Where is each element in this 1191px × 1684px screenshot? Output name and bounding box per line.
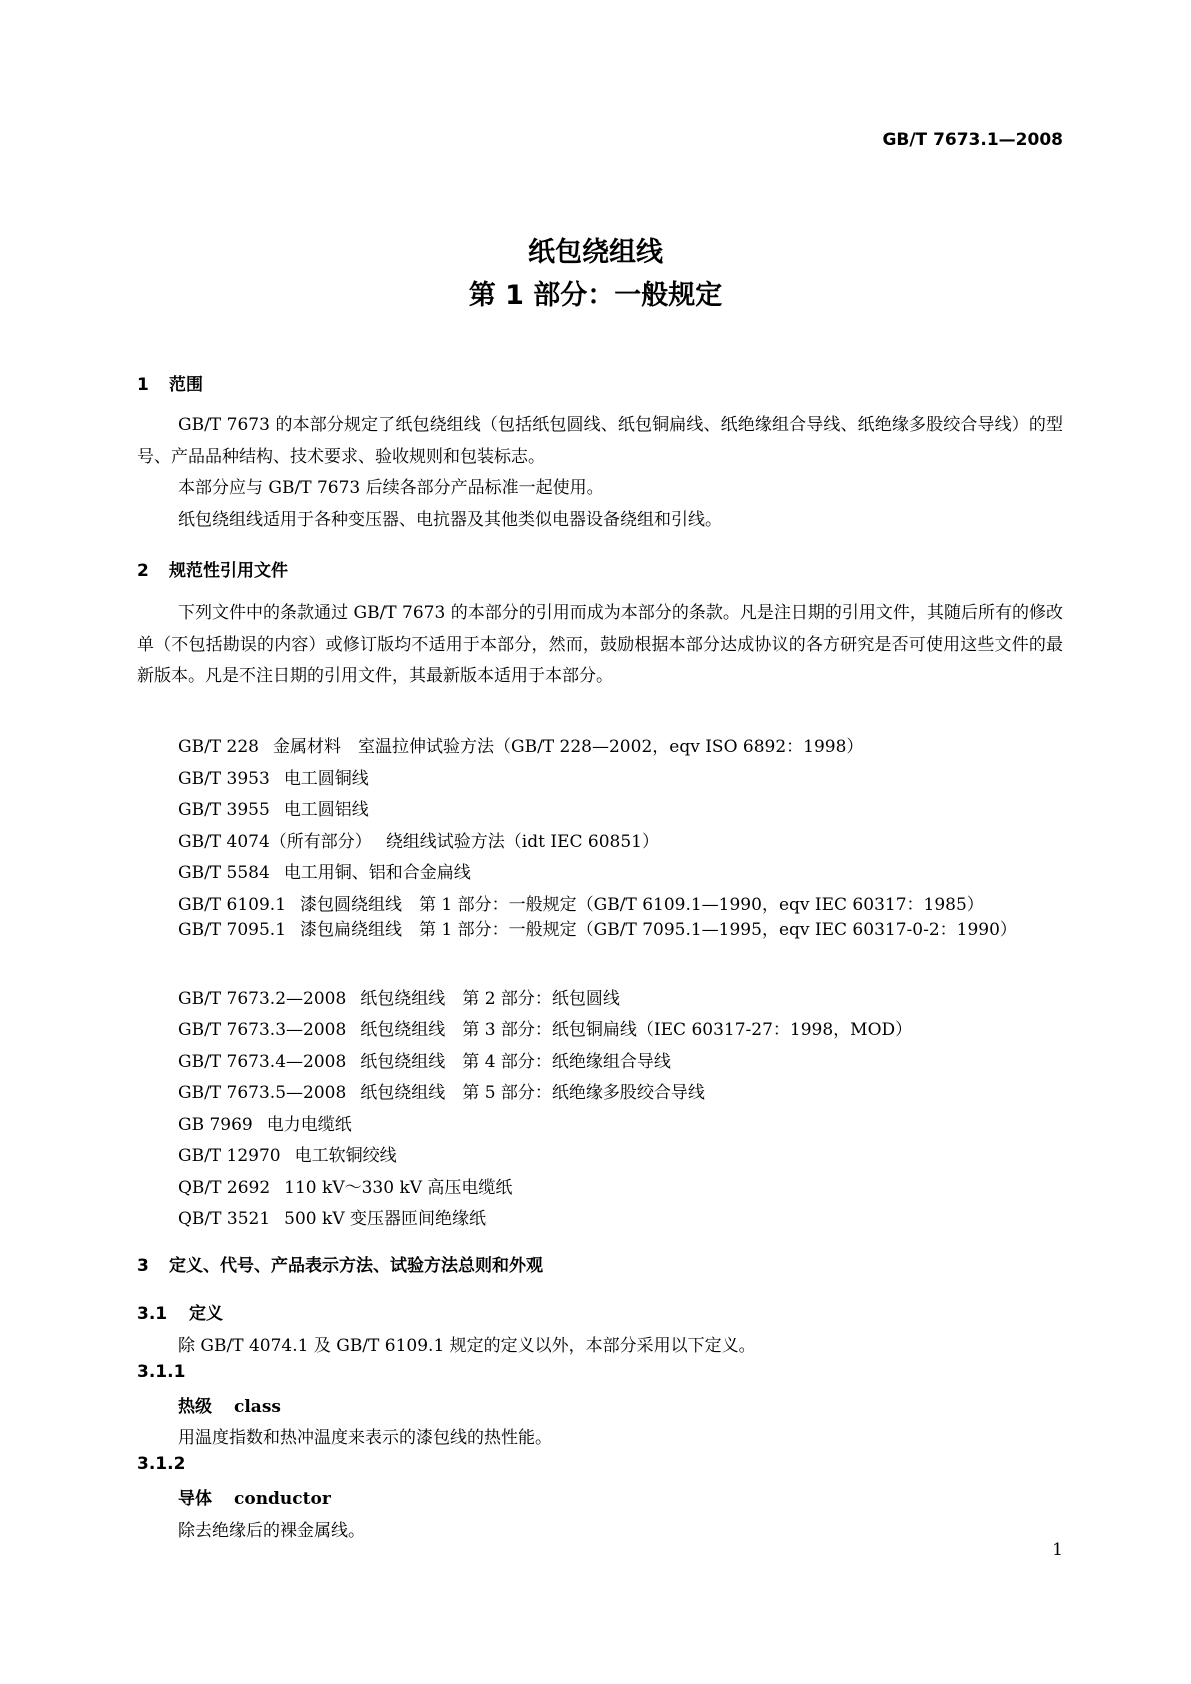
reference-code: GB/T 3955	[178, 800, 270, 820]
reference-title: 电工用铜、铝和合金扁线	[283, 863, 471, 883]
section-number: 2	[137, 561, 149, 581]
reference-item	[178, 1015, 912, 1040]
term-english: class	[234, 1397, 281, 1417]
term-definition: 除去绝缘后的裸金属线。	[178, 1521, 365, 1541]
reference-item	[178, 890, 984, 915]
subsection-3-1-heading	[137, 1299, 223, 1324]
reference-item	[178, 984, 620, 1009]
reference-code: GB/T 228	[178, 737, 259, 757]
paragraph: 下列文件中的条款通过 GB/T 7673 的本部分的引用而成为本部分的条款。凡是注日期的引用文件，其随后所有的修改单（不包括勘误的内容）或修订版均不适用于本部分，然而，鼓励根据本部分达成协议的各方研究是否可使用这些文件的最新版本。凡是不注日期的引用文件，其最新版本适用于本部分。	[137, 603, 1063, 686]
reference-code: GB/T 3953	[178, 769, 270, 789]
section-2-heading	[137, 556, 288, 581]
reference-title: 电工圆铝线	[283, 800, 369, 820]
clause-number: 3.1.2	[137, 1454, 186, 1474]
reference-title: 金属材料 室温拉伸试验方法（GB/T 228—2002，eqv ISO 6892：1998）	[273, 737, 864, 757]
reference-title: 电工圆铜线	[283, 769, 369, 789]
reference-title: 电工软铜绞线	[294, 1146, 397, 1166]
paragraph: 纸包绕组线适用于各种变压器、电抗器及其他类似电器设备绕组和引线。	[178, 510, 722, 530]
reference-code: GB/T 12970	[178, 1146, 281, 1166]
reference-code: GB 7969	[178, 1115, 253, 1135]
reference-code: GB/T 7673.5—2008	[178, 1083, 347, 1103]
reference-item	[178, 1078, 705, 1103]
reference-title: 纸包绕组线 第 5 部分：纸绝缘多股绞合导线	[360, 1083, 705, 1103]
reference-code: GB/T 6109.1	[178, 895, 287, 915]
paragraph: GB/T 7673 的本部分规定了纸包绕组线（包括纸包圆线、纸包铜扁线、纸绝缘组合导线、纸绝缘多股绞合导线）的型号、产品品种结构、技术要求、验收规则和包装标志。	[137, 415, 1063, 467]
reference-title: 500 kV 变压器匝间绝缘纸	[284, 1209, 487, 1229]
reference-title: 电力电缆纸	[266, 1115, 352, 1135]
reference-item	[178, 732, 863, 757]
reference-code: GB/T 7673.3—2008	[178, 1020, 347, 1040]
subsection-title: 定义	[189, 1304, 223, 1324]
reference-item	[178, 858, 471, 883]
section-title: 定义、代号、产品表示方法、试验方法总则和外观	[169, 1256, 543, 1276]
section-1-heading	[137, 370, 203, 395]
term-chinese: 热级	[178, 1397, 212, 1417]
section-3-heading	[137, 1251, 543, 1276]
reference-code: QB/T 2692	[178, 1178, 271, 1198]
reference-item	[178, 827, 659, 852]
reference-title: 漆包圆绕组线 第 1 部分：一般规定（GB/T 6109.1—1990，eqv IEC 60317：1985）	[300, 895, 984, 915]
term-definition: 用温度指数和热冲温度来表示的漆包线的热性能。	[178, 1428, 552, 1448]
reference-title: 绕组线试验方法（idt IEC 60851）	[385, 832, 659, 852]
reference-item	[178, 1173, 512, 1198]
term-entry	[178, 1484, 331, 1509]
reference-title: 漆包扁绕组线 第 1 部分：一般规定（GB/T 7095.1—1995，eqv IEC 60317-0-2：1990）	[300, 920, 1017, 940]
reference-item	[178, 795, 369, 820]
reference-item	[178, 1204, 486, 1229]
paragraph: 本部分应与 GB/T 7673 后续各部分产品标准一起使用。	[178, 478, 604, 498]
standard-number: GB/T 7673.1—2008	[882, 130, 1063, 150]
reference-code: GB/T 7673.4—2008	[178, 1052, 347, 1072]
section-title: 范围	[169, 375, 203, 395]
reference-title: 110 kV～330 kV 高压电缆纸	[284, 1178, 513, 1198]
reference-code: GB/T 7673.2—2008	[178, 989, 347, 1009]
reference-title: 纸包绕组线 第 2 部分：纸包圆线	[360, 989, 620, 1009]
reference-title: 纸包绕组线 第 4 部分：纸绝缘组合导线	[360, 1052, 671, 1072]
reference-item	[178, 1141, 397, 1166]
reference-code: GB/T 7095.1	[178, 920, 287, 940]
title-line-1: 纸包绕组线	[528, 237, 663, 268]
term-chinese: 导体	[178, 1489, 212, 1509]
reference-item	[178, 1047, 671, 1072]
section-number: 1	[137, 375, 149, 395]
page-number: 1	[1052, 1540, 1063, 1560]
reference-title: 纸包绕组线 第 3 部分：纸包铜扁线（IEC 60317-27：1998，MOD）	[360, 1020, 913, 1040]
reference-code: QB/T 3521	[178, 1209, 271, 1229]
section-number: 3	[137, 1256, 149, 1276]
reference-item	[178, 764, 369, 789]
clause-number: 3.1.1	[137, 1362, 186, 1382]
reference-code: GB/T 4074（所有部分）	[178, 832, 372, 852]
reference-item	[178, 1110, 352, 1135]
section-title: 规范性引用文件	[169, 561, 288, 581]
reference-code: GB/T 5584	[178, 863, 270, 883]
term-english: conductor	[234, 1489, 331, 1509]
paragraph: 除 GB/T 4074.1 及 GB/T 6109.1 规定的定义以外，本部分采用以下定义。	[178, 1336, 756, 1356]
term-entry	[178, 1392, 281, 1417]
title-line-2: 第 1 部分：一般规定	[468, 280, 723, 311]
subsection-number: 3.1	[137, 1304, 168, 1324]
reference-item	[137, 915, 1063, 947]
